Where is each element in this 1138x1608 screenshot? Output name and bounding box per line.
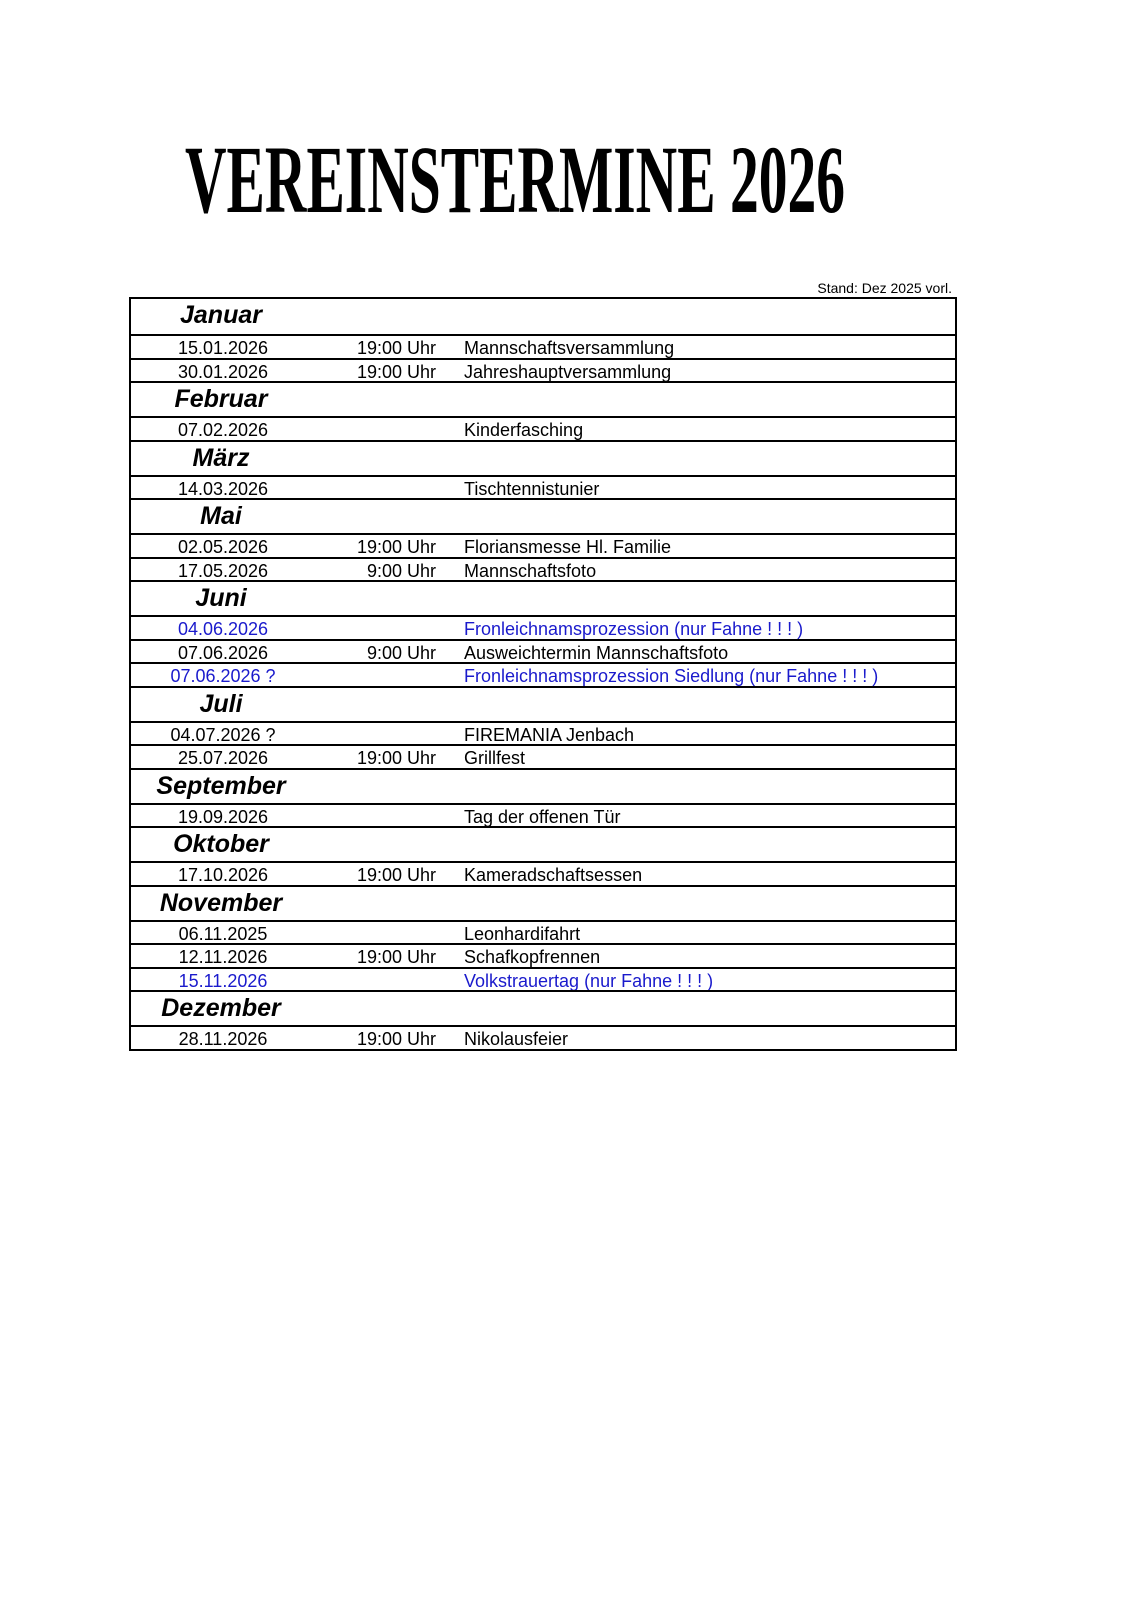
event-time: 19:00 Uhr bbox=[356, 865, 436, 885]
event-description: Leonhardifahrt bbox=[464, 923, 581, 944]
month-row bbox=[131, 498, 955, 533]
month-row bbox=[131, 686, 955, 721]
event-description: Fronleichnamsprozession (nur Fahne ! ! ! ) bbox=[464, 619, 804, 639]
event-description: FIREMANIA Jenbach bbox=[464, 724, 635, 745]
month-row bbox=[131, 299, 955, 334]
month-label: März bbox=[192, 443, 250, 472]
event-date: 02.05.2026 bbox=[177, 537, 269, 557]
month-label: November bbox=[159, 888, 283, 917]
title-text: VEREINSTERMINE 2026 bbox=[185, 126, 845, 233]
event-time: 19:00 Uhr bbox=[356, 338, 436, 358]
month-label: Juli bbox=[199, 689, 243, 718]
event-time: 9:00 Uhr bbox=[366, 642, 436, 663]
event-row bbox=[131, 533, 955, 557]
month-label: Februar bbox=[174, 385, 268, 413]
event-date: 15.11.2026 bbox=[178, 970, 268, 991]
event-date: 04.06.2026 bbox=[177, 619, 269, 639]
month-row bbox=[131, 990, 955, 1025]
event-row bbox=[131, 662, 955, 686]
event-description: Mannschaftsversammlung bbox=[464, 338, 675, 358]
event-date: 28.11.2026 bbox=[178, 1029, 268, 1049]
event-date: 06.11.2025 bbox=[178, 923, 268, 944]
event-row bbox=[131, 803, 955, 827]
event-date: 07.06.2026 bbox=[177, 642, 269, 663]
event-row bbox=[131, 943, 955, 967]
event-description: Ausweichtermin Mannschaftsfoto bbox=[464, 642, 729, 663]
event-description: Jahreshauptversammlung bbox=[464, 361, 672, 382]
event-row bbox=[131, 1025, 955, 1049]
event-row bbox=[131, 967, 955, 991]
event-date: 15.01.2026 bbox=[177, 338, 269, 358]
month-label: Juni bbox=[195, 584, 247, 612]
wordart-title bbox=[175, 120, 855, 240]
month-row bbox=[131, 381, 955, 416]
event-row bbox=[131, 744, 955, 768]
event-date: 14.03.2026 bbox=[177, 478, 269, 499]
month-label: September bbox=[156, 771, 286, 800]
month-row bbox=[131, 826, 955, 861]
event-date: 30.01.2026 bbox=[177, 361, 269, 382]
event-time: 19:00 Uhr bbox=[356, 361, 436, 382]
event-description: Schafkopfrennen bbox=[464, 947, 601, 967]
event-date: 12.11.2026 bbox=[178, 947, 268, 967]
event-description: Volkstrauertag (nur Fahne ! ! ! ) bbox=[464, 970, 714, 991]
event-date: 07.02.2026 bbox=[177, 420, 269, 440]
event-description: Mannschaftsfoto bbox=[464, 560, 597, 581]
event-row bbox=[131, 920, 955, 944]
event-description: Kameradschaftsessen bbox=[464, 865, 643, 885]
event-time: 19:00 Uhr bbox=[356, 947, 436, 967]
event-date: 17.05.2026 bbox=[177, 560, 269, 581]
event-description: Tischtennistunier bbox=[464, 478, 600, 499]
month-label: Januar bbox=[180, 301, 262, 329]
event-time: 9:00 Uhr bbox=[366, 560, 436, 581]
event-time: 19:00 Uhr bbox=[356, 1029, 436, 1049]
event-description: Kinderfasching bbox=[464, 420, 584, 440]
month-row bbox=[131, 768, 955, 803]
event-description: Grillfest bbox=[464, 748, 526, 768]
event-row bbox=[131, 475, 955, 499]
stand-note: Stand: Dez 2025 vorl. bbox=[817, 280, 952, 296]
event-row bbox=[131, 639, 955, 663]
event-date: 07.06.2026 ? bbox=[170, 666, 276, 686]
event-row bbox=[131, 721, 955, 745]
event-time: 19:00 Uhr bbox=[356, 748, 436, 768]
event-row bbox=[131, 358, 955, 382]
month-row bbox=[131, 440, 955, 475]
event-date: 25.07.2026 bbox=[177, 748, 269, 768]
event-description: Floriansmesse Hl. Familie bbox=[464, 537, 672, 557]
event-row bbox=[131, 615, 955, 639]
event-row bbox=[131, 557, 955, 581]
month-label: Oktober bbox=[173, 830, 269, 858]
page-title bbox=[175, 120, 855, 240]
month-row bbox=[131, 580, 955, 615]
month-label: Dezember bbox=[161, 994, 281, 1022]
month-row bbox=[131, 885, 955, 920]
event-description: Nikolausfeier bbox=[464, 1029, 569, 1049]
event-row bbox=[131, 416, 955, 440]
event-description: Tag der offenen Tür bbox=[464, 806, 621, 827]
schedule-table bbox=[129, 297, 957, 1051]
event-date: 19.09.2026 bbox=[177, 806, 269, 827]
event-date: 04.07.2026 ? bbox=[170, 724, 276, 745]
event-row bbox=[131, 861, 955, 885]
event-description: Fronleichnamsprozession Siedlung (nur Fahne ! ! ! ) bbox=[464, 666, 879, 686]
event-row bbox=[131, 334, 955, 358]
month-label: Mai bbox=[200, 502, 242, 530]
event-date: 17.10.2026 bbox=[177, 865, 269, 885]
event-time: 19:00 Uhr bbox=[356, 537, 436, 557]
